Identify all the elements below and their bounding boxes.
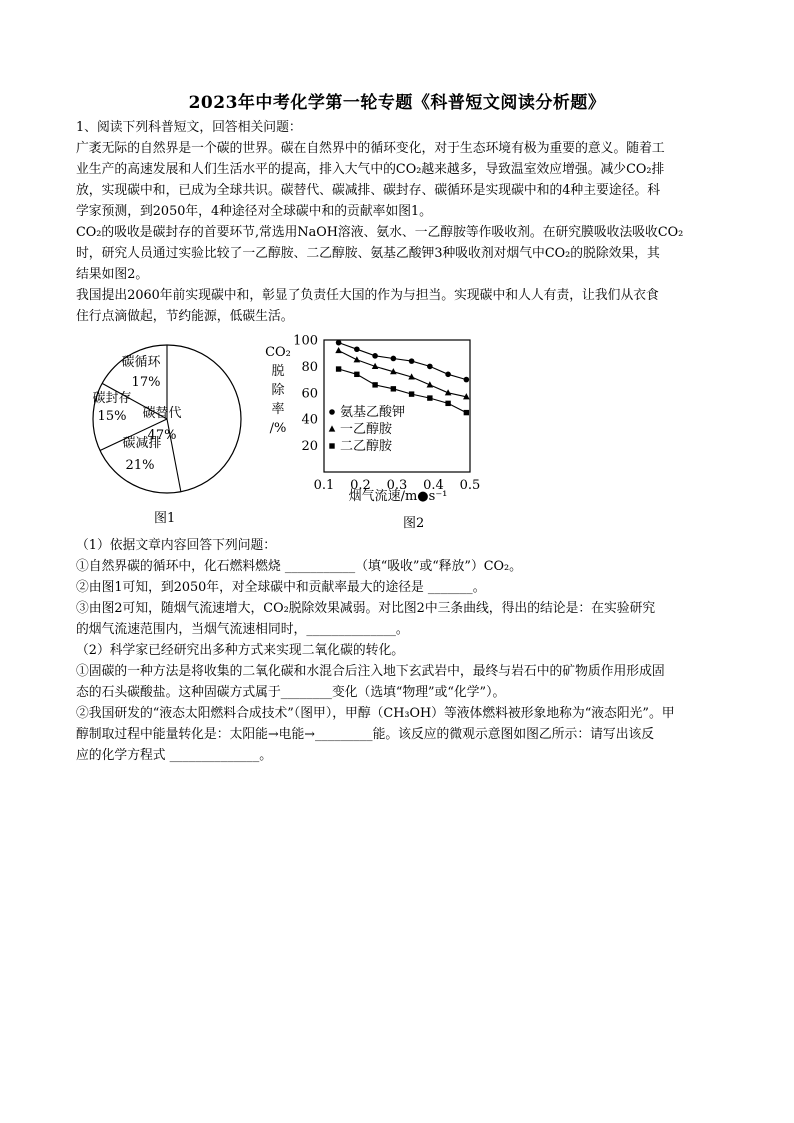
page-title: 2023年中考化学第一轮专题《科普短文阅读分析题》 bbox=[188, 93, 606, 113]
questions bbox=[76, 535, 722, 766]
data-point bbox=[354, 356, 361, 362]
y-tick-label: 40 bbox=[301, 412, 318, 428]
data-point bbox=[336, 366, 341, 371]
data-point bbox=[336, 340, 342, 346]
pie-label-xunhuan: 碳循环 bbox=[121, 355, 161, 370]
passage-line: 我国提出2060年前实现碳中和，彰显了负责任大国的作为与担当。实现碳中和人人有责，让我们从衣食 bbox=[76, 288, 659, 303]
figure1-caption: 图1 bbox=[154, 511, 176, 526]
passage bbox=[76, 138, 722, 327]
legend-label: 氨基乙酸钾 bbox=[340, 405, 406, 420]
data-point bbox=[409, 391, 414, 396]
x-tick-label: 0.3 bbox=[386, 478, 408, 493]
y-axis-label-part: 脱 bbox=[271, 364, 285, 379]
x-tick-label: 0.2 bbox=[350, 478, 371, 493]
question-2-2-cont: 醇制取过程中能量转化是：太阳能→电能→_________能。该反应的微观示意图如图乙所示：请写出该反 bbox=[76, 727, 655, 742]
passage-line: 时，研究人员通过实验比较了一乙醇胺、二乙醇胺、氨基乙酸钾3种吸收剂对烟气中CO₂的脱除效果，其 bbox=[76, 246, 660, 261]
y-tick-label: 80 bbox=[301, 359, 318, 375]
question-1-heading: （1）依据文章内容回答下列问题： bbox=[76, 538, 277, 553]
legend-label: 二乙醇胺 bbox=[340, 439, 393, 454]
x-tick-label: 0.4 bbox=[423, 478, 444, 493]
data-point bbox=[427, 395, 432, 400]
x-axis-label: 烟气流速/m●s⁻¹ bbox=[348, 489, 448, 504]
y-axis-label-part: 率 bbox=[271, 402, 285, 417]
legend-marker bbox=[329, 425, 336, 431]
y-tick-label: 20 bbox=[301, 439, 318, 455]
data-point bbox=[372, 382, 377, 387]
y-axis-label-part: 除 bbox=[271, 383, 285, 398]
y-tick-label: 60 bbox=[301, 386, 318, 402]
question-2-2-cont2: 应的化学方程式 ______________。 bbox=[76, 748, 273, 763]
data-point bbox=[335, 347, 342, 353]
data-point bbox=[354, 346, 360, 352]
legend-marker bbox=[329, 443, 334, 448]
passage-line: 学家预测，到2050年，4种途径对全球碳中和的贡献率如图1。 bbox=[76, 204, 432, 219]
data-point bbox=[445, 401, 450, 406]
passage-line: 结果如图2。 bbox=[76, 267, 149, 282]
pie-value-tidai: 47% bbox=[147, 428, 177, 443]
question-1-3-cont: 的烟气流速范围内，当烟气流速相同时，______________。 bbox=[76, 622, 409, 637]
legend-label: 一乙醇胺 bbox=[340, 422, 393, 437]
data-point bbox=[391, 356, 397, 362]
question-1-1: ①自然界碳的循环中，化石燃料燃烧 ___________（填“吸收”或“释放”）CO₂。 bbox=[76, 559, 522, 574]
figure1-pie-chart bbox=[84, 336, 250, 502]
pie-value-fengcun: 15% bbox=[97, 409, 127, 424]
pie-label-tidai: 碳替代 bbox=[142, 406, 182, 421]
question-2-1: ①固碳的一种方法是将收集的二氧化碳和水混合后注入地下玄武岩中，最终与岩石中的矿物质作用形成固 bbox=[76, 664, 665, 679]
question-2-2: ②我国研发的“液态太阳燃料合成技术”（图甲），甲醇（CH₃OH）等液体燃料被形象地称为“液态阳光”。甲 bbox=[76, 706, 675, 721]
data-point bbox=[445, 372, 451, 378]
passage-line: 业生产的高速发展和人们生活水平的提高，排入大气中的CO₂越来越多，导致温室效应增强。减少CO₂排 bbox=[76, 162, 665, 177]
question-2-heading: （2）科学家已经研究出多种方式来实现二氧化碳的转化。 bbox=[76, 643, 405, 658]
y-tick-label: 100 bbox=[293, 333, 318, 349]
y-axis-label-part: /% bbox=[269, 421, 287, 436]
legend-marker bbox=[329, 409, 335, 415]
passage-line: CO₂的吸收是碳封存的首要环节,常选用NaOH溶液、氨水、一乙醇胺等作吸收剂。在研究膜吸收法吸收CO₂ bbox=[76, 225, 684, 240]
figure2-caption: 图2 bbox=[403, 516, 425, 531]
question-1-3: ③由图2可知，随烟气流速增大，CO₂脱除效果减弱。对比图2中三条曲线，得出的结论是：在实验研究 bbox=[76, 601, 656, 616]
pie-label-jianpai: 碳减排 bbox=[122, 436, 162, 451]
pie-value-xunhuan: 17% bbox=[131, 375, 161, 390]
question-2-1-cont: 态的石头碳酸盐。这种固碳方式属于________变化（选填“物理”或“化学”）。 bbox=[76, 685, 506, 700]
passage-line: 放，实现碳中和，已成为全球共识。碳替代、碳减排、碳封存、碳循环是实现碳中和的4种主要途径。科 bbox=[76, 183, 661, 198]
passage-line: 广袤无际的自然界是一个碳的世界。碳在自然界中的循环变化，对于生态环境有极为重要的意义。随着工 bbox=[76, 141, 665, 156]
data-point bbox=[427, 364, 433, 370]
data-point bbox=[372, 353, 378, 359]
question-intro: 1、阅读下列科普短文，回答相关问题： bbox=[76, 120, 302, 135]
x-tick-label: 0.5 bbox=[459, 478, 481, 493]
pie-label-fengcun: 碳封存 bbox=[92, 391, 132, 406]
data-point bbox=[464, 410, 469, 415]
passage-line: 住行点滴做起，节约能源，低碳生活。 bbox=[76, 309, 294, 324]
data-point bbox=[409, 358, 415, 364]
y-axis-label-part: CO₂ bbox=[265, 345, 291, 360]
question-1-2: ②由图1可知，到2050年，对全球碳中和贡献率最大的途径是 _______。 bbox=[76, 580, 486, 595]
figure2-line-chart bbox=[258, 332, 498, 512]
pie-value-jianpai: 21% bbox=[125, 458, 155, 473]
data-point bbox=[391, 386, 396, 391]
x-tick-label: 0.1 bbox=[313, 478, 335, 493]
data-point bbox=[354, 372, 359, 377]
data-point bbox=[464, 377, 470, 383]
